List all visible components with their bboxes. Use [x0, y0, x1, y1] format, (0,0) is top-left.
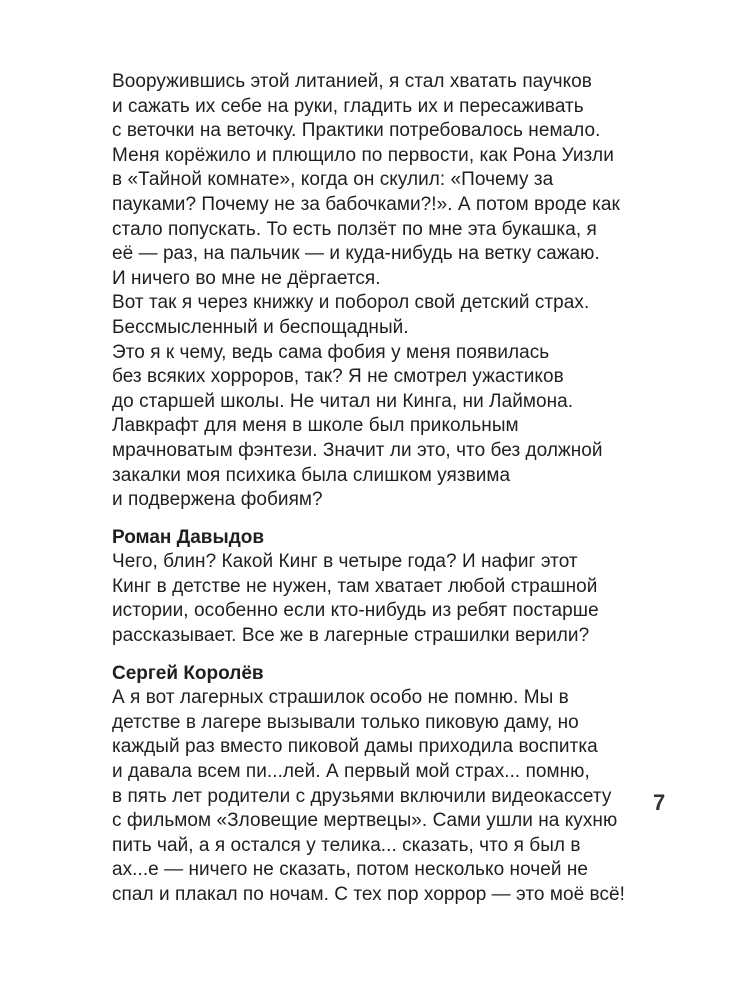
text-line: Чего, блин? Какой Кинг в четыре года? И нафиг этот: [112, 551, 578, 573]
text-line: И ничего во мне не дёргается.: [112, 267, 381, 289]
intro-paragraph: [112, 70, 620, 513]
text-line: и подвержена фобиям?: [112, 489, 323, 511]
speaker-name: Сергей Королёв: [112, 662, 264, 684]
page-number: 7: [653, 790, 666, 815]
text-line: с веточки на веточку. Практики потребовалось немало.: [112, 120, 601, 142]
page-body: [112, 70, 625, 908]
text-line: с фильмом «Зловещие мертвецы». Сами ушли на кухню: [112, 810, 618, 832]
text-line: Кинг в детстве не нужен, там хватает любой страшной: [112, 575, 598, 597]
text-line: рассказывает. Все же в лагерные страшилки верили?: [112, 625, 590, 647]
text-line: и давала всем пи...лей. А первый мой страх... помню,: [112, 761, 590, 783]
text-line: стало попускать. То есть ползёт по мне эта букашка, я: [112, 218, 597, 240]
paragraph-gap: [112, 513, 612, 526]
text-line: в пять лет родители с друзьями включили видеокассету: [112, 785, 612, 807]
text-line: ах...е — ничего не сказать, потом несколько ночей не: [112, 859, 588, 881]
speaker-name: Роман Давыдов: [112, 526, 265, 548]
text-line: детстве в лагере вызывали только пиковую даму, но: [112, 711, 579, 733]
text-line: спал и плакал по ночам. С тех пор хоррор — это моё всё!: [112, 884, 625, 905]
sergey-block: [112, 662, 625, 908]
text-line: Вооружившись этой литанией, я стал хватать паучков: [112, 71, 592, 92]
text-line: закалки моя психика была слишком уязвима: [112, 464, 511, 486]
text-line: в «Тайной комнате», когда он скулил: «Почему за: [112, 169, 554, 191]
text-line: без всяких хорроров, так? Я не смотрел ужастиков: [112, 366, 564, 388]
text-line: Вот так я через книжку и поборол свой детский страх.: [112, 292, 590, 314]
text-line: Это я к чему, ведь сама фобия у меня появилась: [112, 341, 550, 363]
roman-block: [112, 526, 612, 649]
text-line: А я вот лагерных страшилок особо не помню. Мы в: [112, 687, 569, 709]
text-line: и сажать их себе на руки, гладить их и пересаживать: [112, 95, 584, 117]
text-line: пауками? Почему не за бабочками?!». А потом вроде как: [112, 193, 620, 215]
text-line: истории, особенно если кто-нибудь из ребят постарше: [112, 600, 599, 622]
text-line: пить чай, а я остался у телика... сказать, что я был в: [112, 834, 581, 856]
text-line: её — раз, на пальчик — и куда-нибудь на ветку сажаю.: [112, 243, 600, 265]
text-line: Лавкрафт для меня в школе был прикольным: [112, 415, 519, 437]
paragraph-gap: [112, 649, 612, 662]
text-line: каждый раз вместо пиковой дамы приходила воспитка: [112, 736, 598, 758]
text-line: до старшей школы. Не читал ни Кинга, ни Лаймона.: [112, 390, 574, 412]
text-line: Меня корёжило и плющило по первости, как Рона Уизли: [112, 144, 614, 166]
text-line: Бессмысленный и беспощадный.: [112, 316, 409, 338]
text-line: мрачноватым фэнтези. Значит ли это, что без должной: [112, 439, 603, 461]
